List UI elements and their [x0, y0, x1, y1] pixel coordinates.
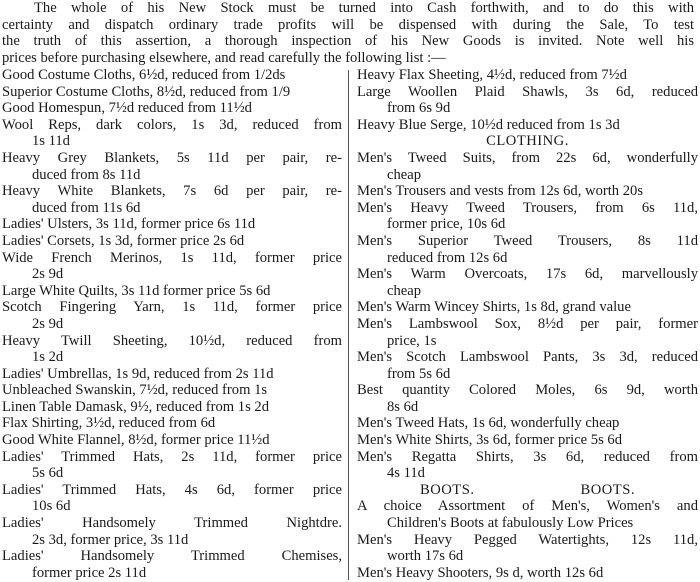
price-list-item	[2, 382, 342, 399]
price-list-line: A choice Assortment of Men's, Women's and	[357, 498, 698, 515]
price-list-line: Wide French Merinos, 1s 11d, former price	[2, 249, 342, 266]
price-list-line: Ladies' Handsomely Trimmed Nightdre.	[2, 515, 342, 532]
price-list-item	[2, 233, 342, 250]
price-list-item	[2, 299, 342, 332]
price-list-line: 2s 9d	[32, 315, 64, 332]
price-list-item	[357, 84, 698, 117]
price-list-item	[357, 449, 698, 482]
price-list-line: cheap	[387, 166, 422, 183]
section-heading-part: BOOTS.	[420, 481, 475, 498]
price-list-item	[357, 67, 698, 84]
price-list-item	[357, 316, 698, 349]
price-list-line: Men's Scotch Lambswool Pants, 3s 3d, reduced	[357, 349, 698, 366]
price-list-item	[357, 150, 698, 183]
price-list-item	[2, 415, 342, 432]
section-heading: CLOTHING.	[486, 133, 569, 150]
price-list-line: Men's Regatta Shirts, 3s 6d, reduced from	[357, 448, 698, 465]
intro-line: the truth of this assertion, a thorough inspection of his New Goods is invited. Note well his	[2, 33, 694, 50]
price-list-line: former price, 10s 6d	[387, 216, 506, 233]
price-list-line: 2s 9d	[32, 266, 64, 283]
price-list-line: Unbleached Swanskin, 7½d, reduced from 1s	[2, 382, 268, 399]
price-list-item	[2, 366, 342, 383]
price-list-item	[2, 100, 342, 117]
price-list-line: Men's Lambswool Sox, 8½d per pair, former	[357, 315, 698, 332]
price-list-line: 10s 6d	[32, 498, 71, 515]
price-list-line: Linen Table Damask, 9½, reduced from 1s 2d	[2, 398, 269, 415]
intro-line: certainty and dispatch ordinary trade profits will be dispensed with during the Sale, To test	[2, 16, 694, 33]
price-list-line: Scotch Fingering Yarn, 1s 11d, former price	[2, 299, 342, 316]
price-list-line: Heavy White Blankets, 7s 6d per pair, re-	[2, 183, 342, 200]
price-list-item	[2, 548, 342, 581]
price-list-line: Wool Reps, dark colors, 1s 3d, reduced from	[2, 116, 342, 133]
price-list-line: reduced from 12s 6d	[387, 249, 508, 266]
price-list-item	[357, 498, 698, 531]
price-list-line: 1s 11d	[32, 133, 70, 150]
price-list-line: worth 17s 6d	[387, 548, 464, 565]
price-list-item	[357, 432, 698, 449]
section-heading-part: BOOTS.	[580, 481, 635, 498]
price-list-line: Men's Heavy Tweed Trousers, from 6s 11d,	[357, 199, 698, 216]
price-list-line: Men's Heavy Shooters, 9s d, worth 12s 6d	[357, 564, 604, 581]
price-list-line: 8s 6d	[387, 398, 419, 415]
price-list-item	[2, 150, 342, 183]
price-list-line: Ladies' Trimmed Hats, 4s 6d, former price	[2, 481, 342, 498]
price-list-item	[2, 432, 342, 449]
price-list-line: Large Woollen Plaid Shawls, 3s 6d, reduced	[357, 83, 698, 100]
intro-line: prices before purchasing elsewhere, and read carefully the following list :—	[2, 49, 446, 66]
price-list-line: Men's White Shirts, 3s 6d, former price 5s 6d	[357, 432, 623, 449]
price-list-item	[357, 415, 698, 432]
price-list-line: Children's Boots at fabulously Low Prices	[387, 515, 634, 532]
intro-paragraph	[2, 0, 694, 66]
price-list-line: Good Costume Cloths, 6½d, reduced from 1/2ds	[2, 67, 286, 83]
price-list-line: Ladies' Umbrellas, 1s 9d, reduced from 2s 11d	[2, 365, 274, 382]
price-list-item	[2, 283, 342, 300]
intro-line: The whole of his New Stock must be turned into Cash forthwith, and to do this with	[34, 0, 694, 16]
price-list-line: 2s 3d, former price, 3s 11d	[32, 531, 189, 548]
price-list-item	[2, 183, 342, 216]
price-list-item	[2, 117, 342, 150]
price-list-line: Men's Warm Wincey Shirts, 1s 8d, grand value	[357, 299, 631, 316]
price-list-line: 4s 11d	[387, 465, 425, 482]
price-list-line: Heavy Twill Sheeting, 10½d, reduced from	[2, 332, 342, 349]
price-list-line: Best quantity Colored Moles, 6s 9d, worth	[357, 382, 698, 399]
price-list-line: Ladies' Corsets, 1s 3d, former price 2s 6d	[2, 232, 245, 249]
price-list-item	[2, 333, 342, 366]
price-list-line: price, 1s	[387, 332, 437, 349]
price-list-line: Ladies' Ulsters, 3s 11d, former price 6s 11d	[2, 216, 256, 233]
price-list-line: cheap	[387, 282, 422, 299]
price-list-line: Superior Costume Cloths, 8½d, reduced from 1/9	[2, 83, 291, 100]
price-list-item	[357, 532, 698, 565]
price-list-item	[2, 84, 342, 101]
price-list-line: Good White Flannel, 8½d, former price 11½d	[2, 432, 270, 449]
price-list-line: Men's Warm Overcoats, 17s 6d, marvellously	[357, 266, 698, 283]
price-list-item	[2, 250, 342, 283]
price-list-item	[357, 266, 698, 299]
price-list-line: Heavy Grey Blankets, 5s 11d per pair, re-	[2, 149, 342, 166]
price-list-item	[2, 482, 342, 515]
price-list-item	[357, 382, 698, 415]
price-list-line: Men's Tweed Suits, from 22s 6d, wonderfully	[357, 149, 698, 166]
section-heading	[357, 482, 698, 499]
price-list-line: from 5s 6d	[387, 365, 451, 382]
price-list-item	[357, 565, 698, 582]
price-list-line: Men's Tweed Hats, 1s 6d, wonderfully cheap	[357, 415, 620, 432]
price-list-line: 1s 2d	[32, 349, 64, 366]
price-list-line: duced from 11s 6d	[32, 199, 141, 216]
price-list-item	[357, 233, 698, 266]
column-divider	[348, 70, 349, 580]
price-list-line: Ladies' Handsomely Trimmed Chemises,	[2, 548, 342, 565]
left-price-column	[2, 67, 342, 581]
price-list-line: Large White Quilts, 3s 11d former price 5s 6d	[2, 282, 271, 299]
price-list-line: from 6s 9d	[387, 100, 451, 117]
price-list-line: Men's Superior Tweed Trousers, 8s 11d	[357, 232, 698, 249]
price-list-item	[357, 299, 698, 316]
price-list-item	[357, 200, 698, 233]
price-list-line: Heavy Blue Serge, 10½d reduced from 1s 3d	[357, 116, 620, 133]
price-list-line: 5s 6d	[32, 465, 64, 482]
price-list-line: Men's Heavy Pegged Watertights, 12s 11d,	[357, 531, 698, 548]
price-list-line: Good Homespun, 7½d reduced from 11½d	[2, 100, 252, 117]
price-list-item	[2, 216, 342, 233]
price-list-line: Heavy Flax Sheeting, 4½d, reduced from 7½d	[357, 67, 627, 83]
price-list-item	[357, 349, 698, 382]
price-list-item	[2, 515, 342, 548]
price-list-line: Men's Trousers and vests from 12s 6d, worth 20s	[357, 183, 643, 200]
price-list-line: duced from 8s 11d	[32, 166, 141, 183]
price-list-line: Flax Shirting, 3½d, reduced from 6d	[2, 415, 216, 432]
price-list-item	[357, 183, 698, 200]
price-list-item	[2, 449, 342, 482]
price-list-item	[2, 67, 342, 84]
right-price-column	[357, 67, 698, 581]
price-list-line: former price 2s 11d	[32, 564, 147, 581]
price-list-item	[2, 399, 342, 416]
price-list-item	[357, 117, 698, 134]
price-list-line: Ladies' Trimmed Hats, 2s 11d, former price	[2, 448, 342, 465]
